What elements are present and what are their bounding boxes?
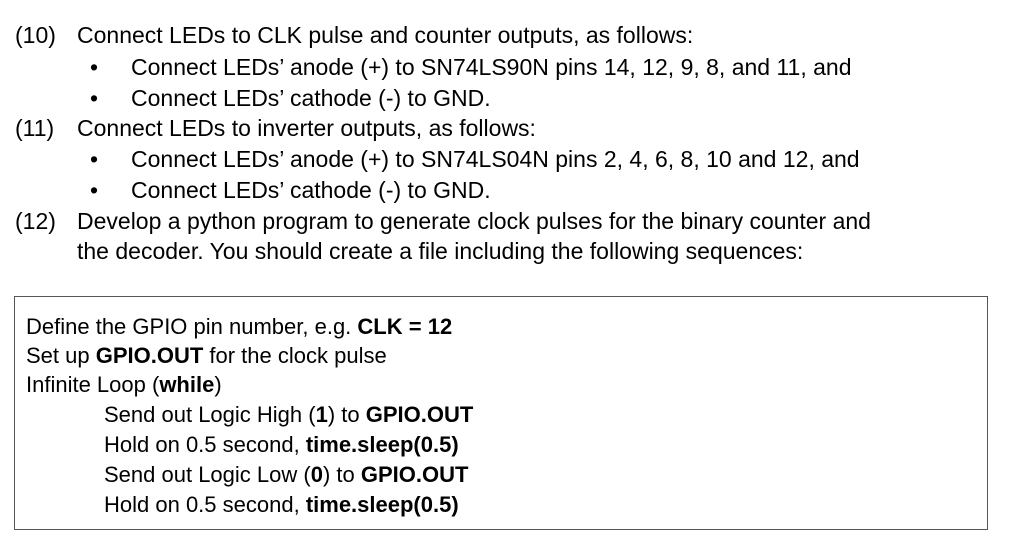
code-line: [104, 400, 473, 430]
bullet-icon: •: [90, 85, 99, 111]
step-text: Connect LEDs to CLK pulse and counter outputs, as follows:: [77, 22, 694, 48]
code-line: [26, 312, 452, 342]
bullet-text: Connect LEDs’ cathode (-) to GND.: [131, 85, 491, 111]
code-keyword: GPIO.OUT: [360, 462, 469, 487]
code-keyword: GPIO.OUT: [95, 343, 204, 368]
step-text-line1: Develop a python program to generate clock pulses for the binary counter and: [77, 208, 871, 234]
code-text: Hold on 0.5 second,: [104, 492, 306, 517]
code-keyword: while: [159, 372, 215, 397]
code-keyword: CLK = 12: [357, 314, 453, 339]
code-line: [104, 490, 459, 520]
step-number: (12): [15, 208, 56, 234]
bullet-text: Connect LEDs’ anode (+) to SN74LS04N pins 2, 4, 6, 8, 10 and 12, and: [131, 146, 860, 172]
bullet-icon: •: [90, 54, 99, 80]
code-text: Send out Logic High (: [104, 402, 316, 427]
code-keyword: 1: [315, 402, 328, 427]
step-text: Connect LEDs to inverter outputs, as follows:: [77, 115, 536, 141]
bullet-icon: •: [90, 146, 99, 172]
step-number: (11): [15, 115, 55, 141]
code-keyword: 0: [310, 462, 323, 487]
code-text: for the clock pulse: [203, 343, 387, 368]
code-text: ) to: [322, 462, 361, 487]
code-keyword: GPIO.OUT: [365, 402, 474, 427]
code-text: ) to: [327, 402, 366, 427]
step-number: (10): [15, 22, 56, 48]
code-text: Define the GPIO pin number, e.g.: [26, 314, 358, 339]
code-keyword: time.sleep(0.5): [305, 432, 459, 457]
code-line: [104, 460, 468, 490]
code-text: Set up: [26, 343, 96, 368]
code-text: ): [214, 372, 222, 397]
code-text: Hold on 0.5 second,: [104, 432, 306, 457]
bullet-icon: •: [90, 177, 99, 203]
bullet-text: Connect LEDs’ cathode (-) to GND.: [131, 177, 491, 203]
step-text-line2: the decoder. You should create a file including the following sequences:: [77, 238, 804, 264]
code-text: Infinite Loop (: [26, 372, 160, 397]
code-line: [104, 430, 459, 460]
bullet-text: Connect LEDs’ anode (+) to SN74LS90N pins 14, 12, 9, 8, and 11, and: [131, 54, 852, 80]
pseudocode-box: [14, 296, 988, 530]
code-keyword: time.sleep(0.5): [305, 492, 459, 517]
code-text: Send out Logic Low (: [104, 462, 311, 487]
code-line: [26, 341, 387, 371]
code-line: [26, 370, 222, 400]
